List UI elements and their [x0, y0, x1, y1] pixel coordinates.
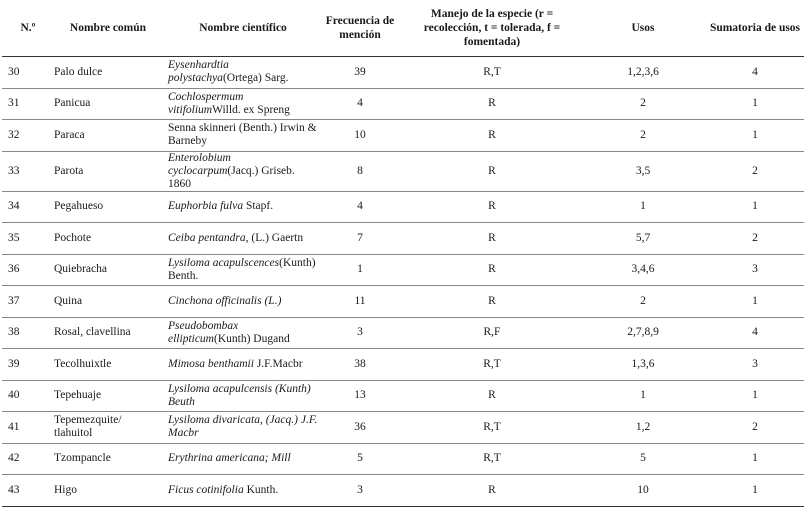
header-number: N.º [2, 0, 51, 57]
species-name: Mimosa benthamii [168, 357, 254, 370]
common-name: Panicua [51, 88, 165, 120]
scientific-name [165, 349, 321, 381]
common-name: Rosal, clavellina [51, 317, 165, 349]
row-number: 39 [2, 349, 51, 381]
common-name: Tepemezquite/ tlahuitol [51, 412, 165, 444]
species-name: Cochlospermum vitifolium [168, 90, 244, 116]
species-management: R [399, 286, 585, 318]
uses-sum: 2 [701, 412, 804, 444]
species-authority: (Kunth) Benth. [168, 256, 316, 282]
species-management: R [399, 120, 585, 152]
table-row [2, 223, 804, 255]
uses: 1,2 [585, 412, 701, 444]
table-row [2, 151, 804, 191]
uses: 5,7 [585, 223, 701, 255]
uses-sum: 1 [701, 191, 804, 223]
row-number: 42 [2, 443, 51, 475]
mention-frequency: 1 [321, 254, 399, 286]
species-table [2, 0, 804, 507]
species-authority: (L.) Gaertn [248, 231, 304, 244]
table-row [2, 286, 804, 318]
species-name: Lysiloma acapulscences [168, 256, 280, 269]
table-row [2, 254, 804, 286]
row-number: 33 [2, 151, 51, 191]
species-name: Euphorbia fulva [168, 200, 244, 213]
row-number: 32 [2, 120, 51, 152]
table-row [2, 317, 804, 349]
common-name: Tepehuaje [51, 380, 165, 412]
mention-frequency: 39 [321, 57, 399, 89]
species-management: R [399, 254, 585, 286]
table-row [2, 443, 804, 475]
uses-sum: 1 [701, 443, 804, 475]
species-name: Erythrina americana; Mill [168, 452, 291, 465]
uses-sum: 3 [701, 349, 804, 381]
species-name: Ceiba pentandra, [168, 231, 249, 244]
species-management: R [399, 380, 585, 412]
uses: 1 [585, 191, 701, 223]
row-number: 37 [2, 286, 51, 318]
mention-frequency: 8 [321, 151, 399, 191]
common-name: Paraca [51, 120, 165, 152]
table-row [2, 475, 804, 507]
header-common-name: Nombre común [51, 0, 165, 57]
mention-frequency: 11 [321, 286, 399, 318]
common-name: Pochote [51, 223, 165, 255]
mention-frequency: 4 [321, 191, 399, 223]
uses-sum: 1 [701, 286, 804, 318]
mention-frequency: 13 [321, 380, 399, 412]
header-management: Manejo de la especie (r = recolección, t = tolerada, f = fomentada) [399, 0, 585, 57]
species-name: Lysiloma divaricata, (Jacq.) J.F. Macbr [168, 414, 318, 440]
row-number: 34 [2, 191, 51, 223]
uses-sum: 1 [701, 88, 804, 120]
species-authority: Kunth. [243, 483, 279, 496]
mention-frequency: 36 [321, 412, 399, 444]
common-name: Higo [51, 475, 165, 507]
scientific-name [165, 475, 321, 507]
scientific-name [165, 380, 321, 412]
species-name: Lysiloma acapulcensis (Kunth) Beuth [168, 382, 311, 408]
species-management: R,T [399, 57, 585, 89]
species-authority: (Kunth) Dugand [214, 332, 290, 345]
species-management: R,T [399, 349, 585, 381]
uses-sum: 4 [701, 57, 804, 89]
table-row [2, 349, 804, 381]
uses: 3,5 [585, 151, 701, 191]
mention-frequency: 5 [321, 443, 399, 475]
common-name: Palo dulce [51, 57, 165, 89]
row-number: 38 [2, 317, 51, 349]
uses: 1,2,3,6 [585, 57, 701, 89]
scientific-name [165, 254, 321, 286]
uses-sum: 4 [701, 317, 804, 349]
species-authority: Stapf. [243, 200, 274, 213]
row-number: 35 [2, 223, 51, 255]
species-name: Ficus cotinifolia [168, 483, 244, 496]
species-authority: (Jacq.) Griseb. 1860 [168, 164, 295, 190]
scientific-name [165, 191, 321, 223]
scientific-name [165, 286, 321, 318]
species-management: R [399, 88, 585, 120]
species-name: Pseudobombax ellipticum [168, 319, 239, 345]
common-name: Quina [51, 286, 165, 318]
uses: 3,4,6 [585, 254, 701, 286]
scientific-name [165, 57, 321, 89]
species-management: R,F [399, 317, 585, 349]
scientific-name [165, 317, 321, 349]
table-row [2, 88, 804, 120]
species-management: R [399, 151, 585, 191]
mention-frequency: 4 [321, 88, 399, 120]
common-name: Tzompancle [51, 443, 165, 475]
uses-sum: 3 [701, 254, 804, 286]
uses: 2 [585, 286, 701, 318]
uses: 2 [585, 120, 701, 152]
mention-frequency: 10 [321, 120, 399, 152]
common-name: Parota [51, 151, 165, 191]
uses: 1,3,6 [585, 349, 701, 381]
species-name: Enterolobium cyclocarpum [168, 151, 231, 177]
common-name: Tecolhuixtle [51, 349, 165, 381]
header-frequency: Frecuencia de mención [321, 0, 399, 57]
row-number: 43 [2, 475, 51, 507]
row-number: 40 [2, 380, 51, 412]
mention-frequency: 3 [321, 317, 399, 349]
species-management: R [399, 223, 585, 255]
species-authority: J.F.Macbr [253, 357, 303, 370]
uses: 2,7,8,9 [585, 317, 701, 349]
species-name: Cinchona officinalis (L.) [168, 294, 282, 307]
header-scientific-name: Nombre científico [165, 0, 321, 57]
uses-sum: 1 [701, 475, 804, 507]
row-number: 30 [2, 57, 51, 89]
table-body [2, 57, 804, 507]
table-row [2, 380, 804, 412]
species-management: R [399, 475, 585, 507]
header-uses-sum: Sumatoria de usos [701, 0, 804, 57]
common-name: Quiebracha [51, 254, 165, 286]
table-row [2, 191, 804, 223]
header-uses: Usos [585, 0, 701, 57]
uses-sum: 1 [701, 380, 804, 412]
uses: 1 [585, 380, 701, 412]
uses-sum: 2 [701, 151, 804, 191]
uses-sum: 1 [701, 120, 804, 152]
mention-frequency: 7 [321, 223, 399, 255]
mention-frequency: 3 [321, 475, 399, 507]
scientific-name [165, 223, 321, 255]
scientific-name [165, 412, 321, 444]
table-row [2, 120, 804, 152]
species-management: R,T [399, 412, 585, 444]
row-number: 36 [2, 254, 51, 286]
uses-sum: 2 [701, 223, 804, 255]
species-management: R,T [399, 443, 585, 475]
species-management: R [399, 191, 585, 223]
scientific-name [165, 88, 321, 120]
species-authority: Willd. ex Spreng [212, 103, 290, 116]
uses: 10 [585, 475, 701, 507]
common-name: Pegahueso [51, 191, 165, 223]
species-name: Eysenhardtia polystachya [168, 59, 229, 85]
scientific-name [165, 443, 321, 475]
species-authority: Senna skinneri (Benth.) Irwin & Barneby [168, 122, 317, 148]
scientific-name [165, 120, 321, 152]
header-row [2, 0, 804, 57]
scientific-name [165, 151, 321, 191]
uses: 5 [585, 443, 701, 475]
mention-frequency: 38 [321, 349, 399, 381]
table-header [2, 0, 804, 57]
row-number: 41 [2, 412, 51, 444]
row-number: 31 [2, 88, 51, 120]
table-row [2, 57, 804, 89]
species-authority: (Ortega) Sarg. [222, 72, 289, 85]
uses: 2 [585, 88, 701, 120]
table-row [2, 412, 804, 444]
